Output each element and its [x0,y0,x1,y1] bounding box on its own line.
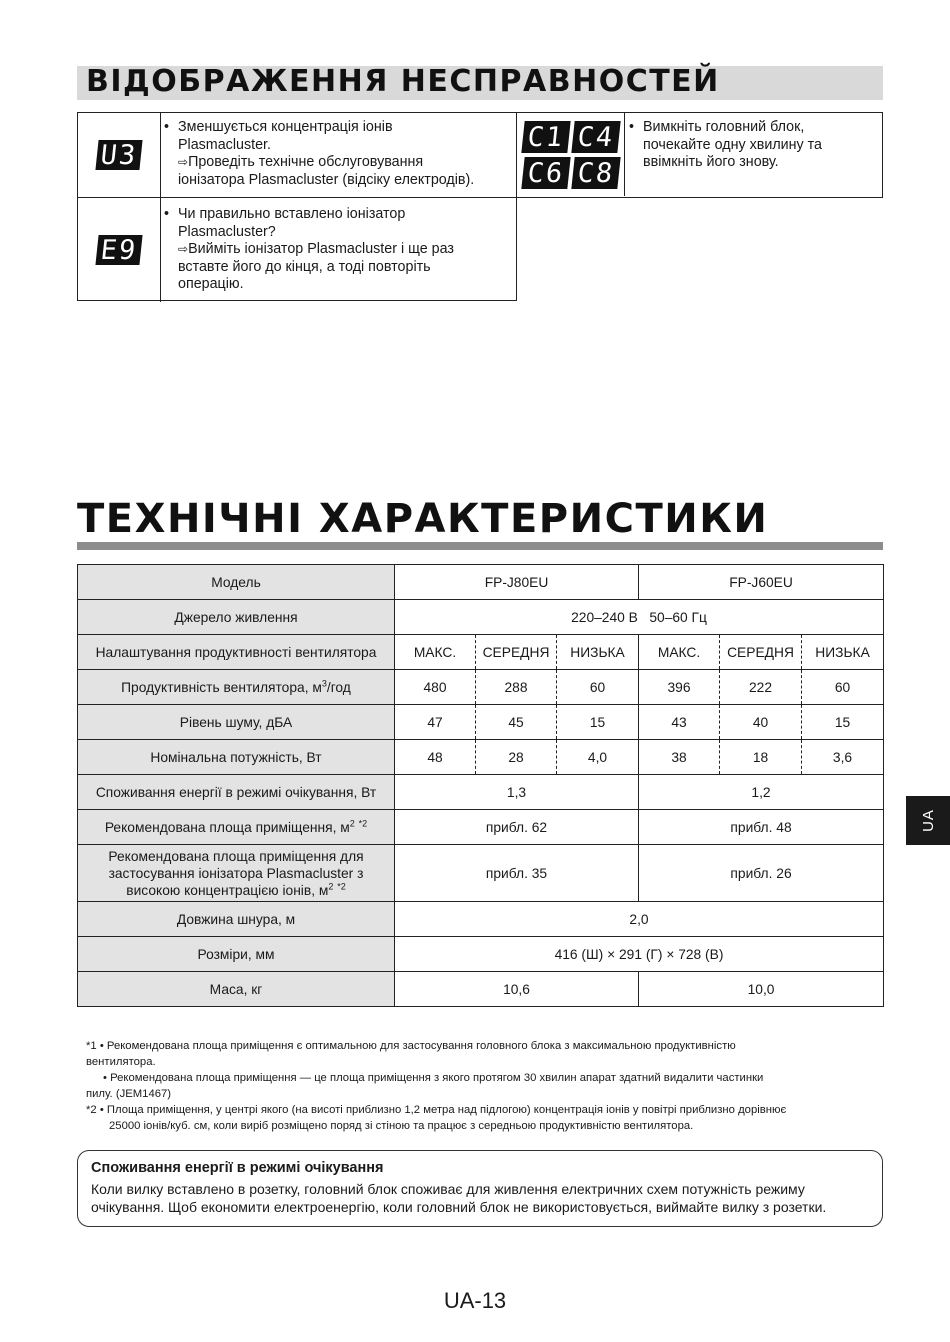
row-label-power-source: Джерело живлення [78,600,395,635]
airflow-value: 60 [802,670,884,705]
row-label-mass: Маса, кг [78,972,395,1007]
fault-row-c-codes [517,113,882,196]
fault-table-right [517,112,883,198]
fault-action: Вимкніть головний блок, [643,119,805,135]
fault-row-e9 [78,198,516,302]
rated-power-value: 48 [395,740,476,775]
rated-power-value: 38 [639,740,720,775]
room-area-value: прибл. 48 [639,810,884,845]
fault-action-cont: операцію. [178,276,244,293]
fault-action-cont: вставте його до кінця, а тоді повторіть [178,258,431,275]
fan-mode: НИЗЬКА [802,635,884,670]
fault-cause: Зменшується концентрація іонів [178,119,393,135]
footnote-1-line: пилу. (JEM1467) [86,1088,172,1100]
table-row [78,845,884,902]
lcd-code-c8: C8 [571,157,620,189]
section-title-faults: ВІДОБРАЖЕННЯ НЕСПРАВНОСТЕЙ [86,64,720,99]
footnote-2-line: 25000 іонів/куб. см, коли виріб розміщено поряд зі стіною та працює з середньою продуктивністю вентилятора. [109,1120,694,1132]
table-row [78,902,884,937]
language-tab-label: UA [919,809,937,832]
cord-value: 2,0 [395,902,884,937]
arrow-icon: ⇨ [178,242,189,257]
table-row [78,810,884,845]
table-row [78,600,884,635]
fault-action: Вийміть іонізатор Plasmacluster і ще раз [188,241,454,258]
footnote-2-line: *2 • Площа приміщення, у центрі якого (на висоті приблизно 1,2 метра над підлогою) концентрація іонів у повітрі приблизно дорівнює [86,1104,787,1116]
lcd-code-e9: E9 [95,235,142,265]
row-label-airflow: Продуктивність вентилятора, $м^3$/год [78,670,395,705]
language-tab [906,796,950,845]
row-label-room-area-plasmacluster: Рекомендована площа приміщення для застосування іонізатора Plasmacluster з високою концентрацією іонів, $м^2$ $^{*2}$ [78,845,395,902]
noise-value: 47 [395,705,476,740]
model-2: FP-J60EU [639,565,884,600]
dimensions-value: 416 (Ш) × 291 (Г) × 728 (В) [395,937,884,972]
table-row [78,775,884,810]
fault-action-cont: іонізатора Plasmacluster (відсіку електродів). [178,171,475,188]
power-source-value: 220–240 В 50–60 Гц [395,600,884,635]
fault-action: Проведіть технічне обслуговування [188,154,424,171]
footnote-1-line: • Рекомендована площа приміщення — це площа приміщення з якого протягом 30 хвилин апарат здатний видалити частинки [103,1072,764,1084]
row-label-rated-power: Номінальна потужність, Вт [78,740,395,775]
fault-row-u3 [78,113,516,198]
row-label-noise: Рівень шуму, дБА [78,705,395,740]
table-row [78,635,884,670]
lcd-code-u3: U3 [95,140,142,170]
fault-action-cont: ввімкніть його знову. [643,154,779,171]
standby-info-title: Споживання енергії в режимі очікування [91,1160,384,1176]
fault-code-cell [78,198,161,302]
noise-value: 15 [557,705,639,740]
fan-mode: СЕРЕДНЯ [720,635,802,670]
specifications-table [77,564,884,1007]
fault-code-cell [78,113,161,197]
fault-cause: Чи правильно вставлено іонізатор [178,206,406,222]
fan-mode: СЕРЕДНЯ [476,635,557,670]
table-row [78,565,884,600]
row-label-room-area: Рекомендована площа приміщення, $м^2$ $^{*2}$ [78,810,395,845]
airflow-value: 396 [639,670,720,705]
fault-action-cont: почекайте одну хвилину та [643,136,823,153]
room-area-pc-value: прибл. 35 [395,845,639,902]
table-row [78,705,884,740]
standby-value: 1,3 [395,775,639,810]
page-number: UA-13 [443,1288,507,1313]
rated-power-value: 3,6 [802,740,884,775]
table-row [78,670,884,705]
row-label-cord: Довжина шнура, м [78,902,395,937]
airflow-value: 480 [395,670,476,705]
fault-code-cell [517,113,625,196]
noise-value: 43 [639,705,720,740]
fault-description: • Вимкніть головний блок, почекайте одну хвилину та ввімкніть його знову. [629,119,879,172]
model-1: FP-J80EU [395,565,639,600]
mass-value: 10,6 [395,972,639,1007]
footnote-1-line: *1 • Рекомендована площа приміщення є оптимальною для застосування головного блока з максимальною продуктивністю [86,1040,736,1052]
airflow-value: 288 [476,670,557,705]
noise-value: 40 [720,705,802,740]
fan-mode: МАКС. [395,635,476,670]
lcd-code-c6: C6 [521,157,570,189]
airflow-value: 222 [720,670,802,705]
lcd-code-c4: C4 [571,121,620,153]
noise-value: 45 [476,705,557,740]
row-label-standby: Споживання енергії в режимі очікування, Вт [78,775,395,810]
standby-info-body: Коли вилку вставлено в розетку, головний блок споживає для живлення електричних схем потужність режиму очікування. Щоб економити електроенергію, коли головний блок не використовується, виймайте вилку з розетки. [91,1181,827,1215]
row-label-fan-setting: Налаштування продуктивності вентилятора [78,635,395,670]
fault-description: • Зменшується концентрація іонів Plasmacluster. ⇨Проведіть технічне обслуговування іонізатора Plasmacluster (відсіку електродів). [164,119,514,189]
fault-table-left [77,112,517,301]
table-row [78,972,884,1007]
fault-cause-cont: Plasmacluster? [178,223,276,240]
footnote-1-line: вентилятора. [86,1056,156,1068]
row-label-dimensions: Розміри, мм [78,937,395,972]
fan-mode: МАКС. [639,635,720,670]
table-row [78,937,884,972]
rated-power-value: 4,0 [557,740,639,775]
fault-description: • Чи правильно вставлено іонізатор Plasmacluster? ⇨Вийміть іонізатор Plasmacluster і ще раз вставте його до кінця, а тоді повторіть операцію. [164,206,514,294]
row-label-model: Модель [78,565,395,600]
arrow-icon: ⇨ [178,155,189,170]
table-row [78,740,884,775]
rated-power-value: 28 [476,740,557,775]
standby-value: 1,2 [639,775,884,810]
room-area-value: прибл. 62 [395,810,639,845]
fan-mode: НИЗЬКА [557,635,639,670]
section-title-underline [77,542,883,550]
airflow-value: 60 [557,670,639,705]
mass-value: 10,0 [639,972,884,1007]
room-area-pc-value: прибл. 26 [639,845,884,902]
section-title-specs: ТЕХНІЧНІ ХАРАКТЕРИСТИКИ [77,496,769,542]
fault-cause-cont: Plasmacluster. [178,136,271,153]
lcd-code-c1: C1 [521,121,570,153]
noise-value: 15 [802,705,884,740]
rated-power-value: 18 [720,740,802,775]
